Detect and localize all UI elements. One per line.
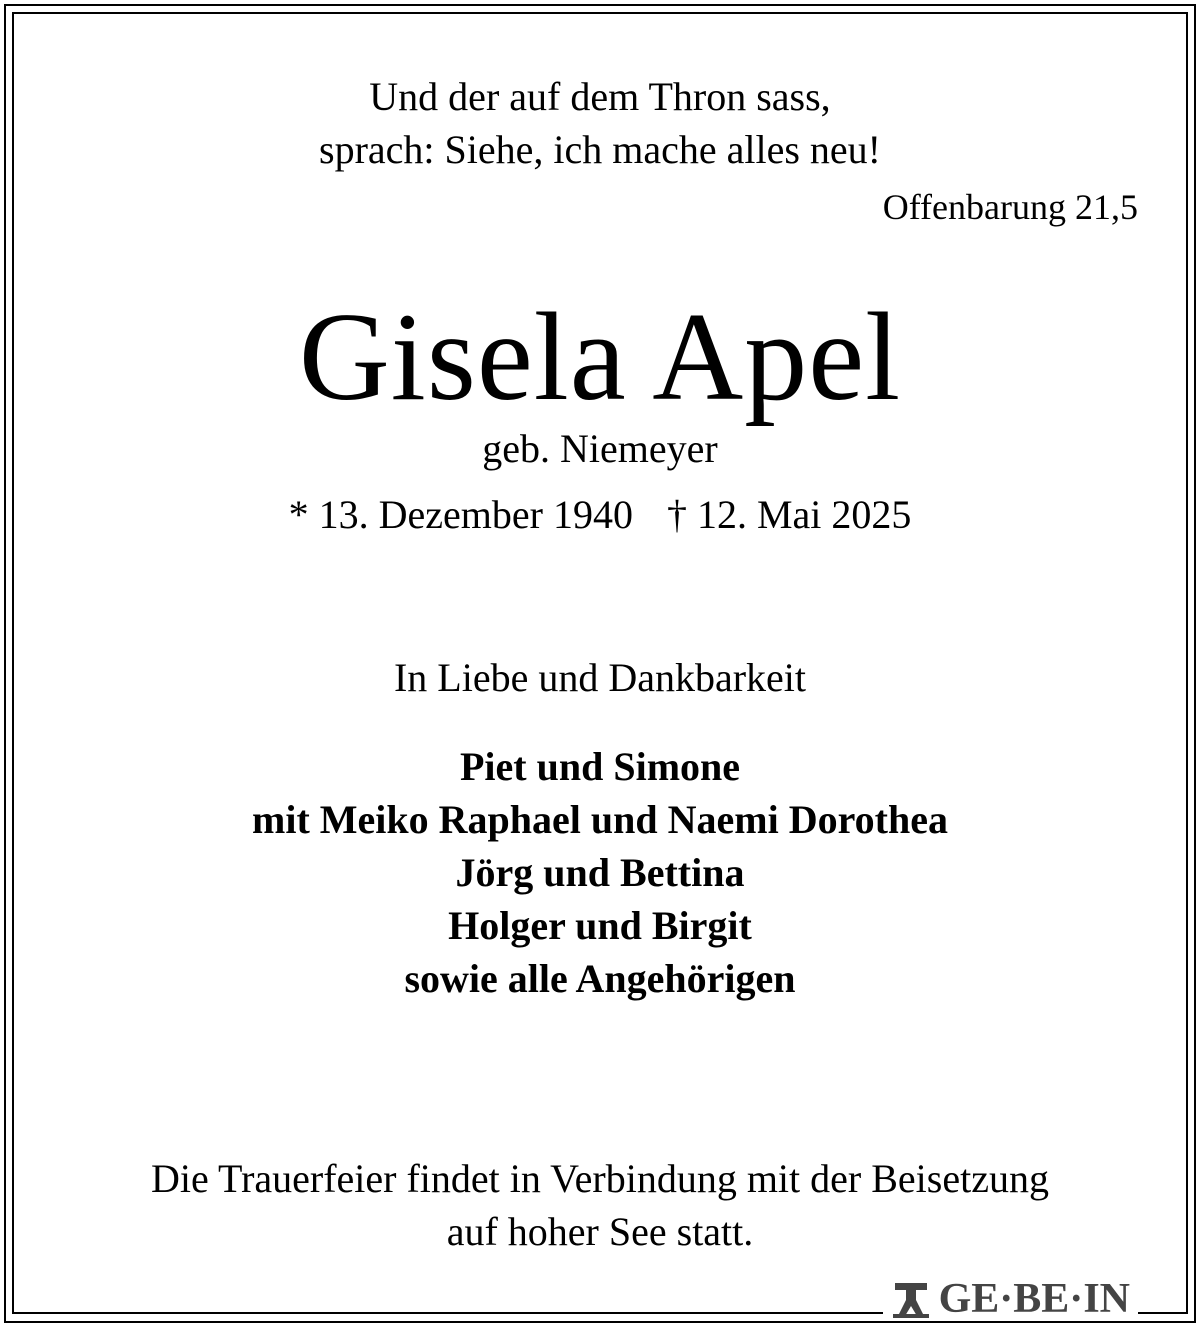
family-line: Holger und Birgit bbox=[448, 903, 752, 948]
quote-source: Offenbarung 21,5 bbox=[882, 187, 1138, 227]
family-line: Piet und Simone bbox=[459, 744, 741, 789]
funeral-line-1: Die Trauerfeier findet in Verbindung mit der Beisetzung bbox=[151, 1156, 1049, 1201]
death-date: † 12. Mai 2025 bbox=[666, 492, 912, 537]
family-line: sowie alle Angehörigen bbox=[404, 956, 796, 1001]
family-line: Jörg und Bettina bbox=[455, 850, 745, 895]
gebein-figure-icon bbox=[891, 1280, 931, 1318]
quote-line-2: sprach: Siehe, ich mache alles neu! bbox=[319, 127, 881, 172]
farewell-text: In Liebe und Dankbarkeit bbox=[393, 655, 807, 700]
quote-line-1: Und der auf dem Thron sass, bbox=[369, 74, 831, 119]
family-line: mit Meiko Raphael und Naemi Dorothea bbox=[252, 797, 948, 842]
funeral-line-2: auf hoher See statt. bbox=[446, 1209, 754, 1254]
birth-name: geb. Niemeyer bbox=[482, 426, 718, 471]
publisher-logo bbox=[883, 1277, 1138, 1321]
life-dates bbox=[0, 490, 1200, 540]
birth-date: * 13. Dezember 1940 bbox=[288, 492, 633, 537]
deceased-name: Gisela Apel bbox=[298, 288, 902, 427]
publisher-logo-text: GE·BE·IN bbox=[938, 1276, 1130, 1322]
